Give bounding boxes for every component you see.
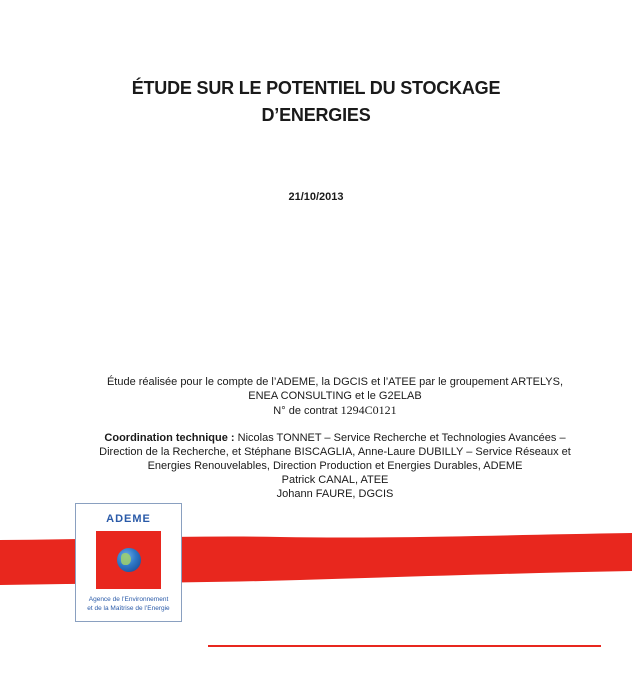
coordination-text-1: Nicolas TONNET – Service Recherche et Technologies Avancées –: [234, 432, 566, 444]
document-date: 21/10/2013: [288, 191, 344, 203]
coordination-label: Coordination technique :: [104, 432, 235, 444]
study-line-2: ENEA CONSULTING et le G2ELAB: [248, 390, 422, 402]
contract-label: N° de contrat: [273, 405, 341, 417]
logo-red-square: [96, 531, 161, 589]
logo-name: ADEME: [106, 513, 151, 525]
coordination-line-4: Patrick CANAL, ATEE: [281, 474, 389, 486]
title-line-2: D’ENERGIES: [261, 105, 371, 125]
coordination-line-5: Johann FAURE, DGCIS: [276, 488, 394, 500]
coordination-line-2: Direction de la Recherche, et Stéphane BISCAGLIA, Anne-Laure DUBILLY – Service Réseaux et: [99, 446, 571, 458]
study-line-1: Étude réalisée pour le compte de l’ADEME, la DGCIS et l’ATEE par le groupement ARTELYS,: [106, 376, 564, 388]
study-info: [60, 375, 610, 418]
coordination-line-1: [60, 431, 610, 445]
contract-value: 1294C0121: [340, 403, 397, 417]
ademe-logo: [75, 503, 182, 622]
bottom-rule: [208, 645, 601, 647]
logo-caption-line-1: Agence de l’Environnement: [88, 596, 169, 603]
title-line-1: ÉTUDE SUR LE POTENTIEL DU STOCKAGE: [131, 78, 501, 98]
coordination-block: [60, 431, 610, 501]
globe-icon: [117, 548, 141, 572]
logo-caption-line-2: et de la Maîtrise de l’Energie: [87, 605, 170, 612]
logo-caption: [76, 595, 181, 613]
coordination-line-3: Energies Renouvelables, Direction Production et Energies Durables, ADEME: [147, 460, 523, 472]
document-title: [0, 75, 632, 129]
contract-number: [60, 403, 610, 418]
